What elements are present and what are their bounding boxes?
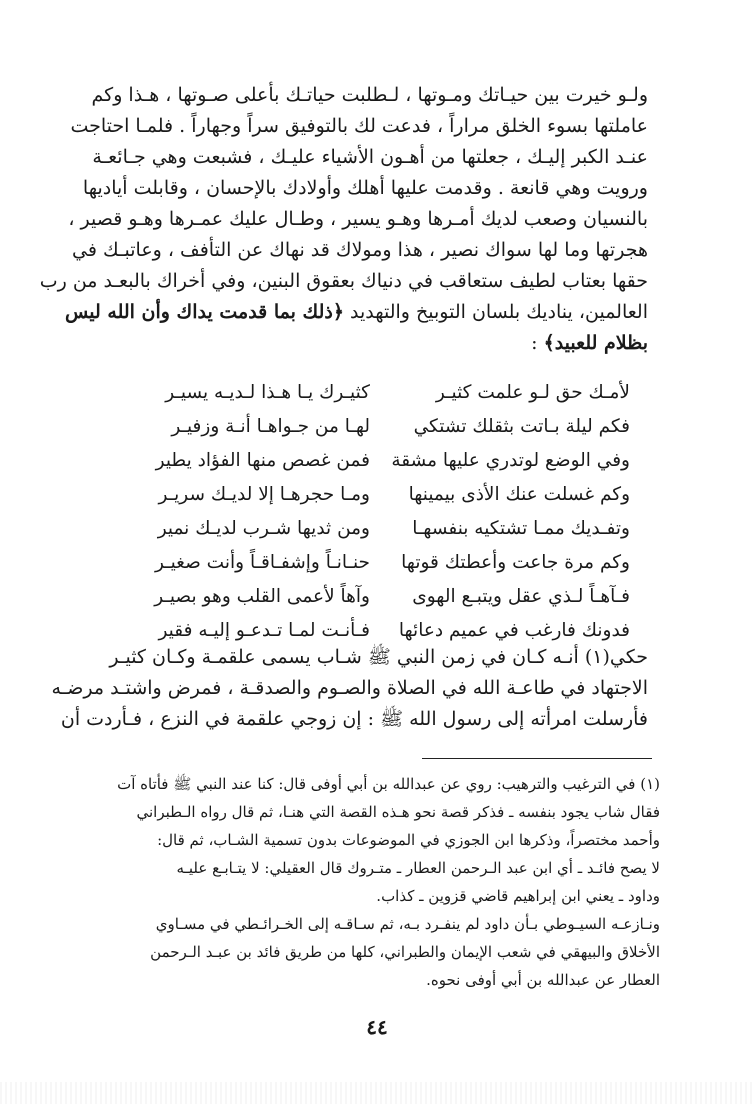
poem-second-hemistich: حنـانـاً وإشفـاقـاً وأنت صغيـر (154, 552, 370, 573)
text-line: حكي(١) أنـه كـان في زمن النبي ﷺ شـاب يسمى علقمـة وكـان كثيـر (109, 646, 648, 668)
poem-first-hemistich: وكم غسلت عنك الأذى بيمينها (408, 484, 630, 505)
poem-second-hemistich: كثيـرك يـا هـذا لـديـه يسيـر (165, 382, 370, 403)
poem-second-hemistich: ومـا حجرهـا إلا لديـك سريـر (158, 484, 370, 505)
footnote-line: ونـازعـه السيـوطي بـأن داود لم ينفـرد بـه، ثم سـاقـه إلى الخـرائـطي في مسـاوي (155, 915, 660, 933)
poem-verse (134, 478, 630, 512)
footnote-line: وداود ـ يعني ابن إبراهيم قاضي قزوين ـ كذاب. (376, 887, 660, 905)
footnote-line: العطار عن عبدالله بن أبي أوفى نحوه. (426, 971, 660, 989)
colon: : (531, 332, 538, 354)
footnote-line: لا يصح فائـد ـ أي ابن عبد الـرحمن العطار ـ متـروك قال العقيلي: لا يتـابـع عليـه (176, 859, 660, 877)
poem-second-hemistich: فـأنـت لمـا تـدعـو إليـه فقير (158, 620, 370, 641)
poem-first-hemistich: فـآهـاً لـذي عقل ويتبـع الهوى (412, 586, 630, 607)
main-paragraph (39, 80, 648, 359)
text-line: حقها بعتاب لطيف ستعاقب في دنياك بعقوق البنين، وفي أخراك بالبعـد من رب (39, 270, 648, 292)
quran-verse-end: بظلام للعبيد﴾ (543, 332, 648, 354)
quran-verse: ﴿ذلك بما قدمت يداك وأن الله ليس (65, 301, 344, 323)
text-line: بالنسيان وصعب لديك أمـرها وهـو يسير ، وطـال عليك عمـرها وهـو قصير ، (68, 208, 648, 230)
poem-first-hemistich: فدونك فارغب في عميم دعائها (398, 620, 630, 641)
poem-first-hemistich: وكم مرة جاعت وأعطتك قوتها (401, 552, 630, 573)
poem-verse (134, 546, 630, 580)
poem-second-hemistich: لهـا من جـواهـا أنـة وزفيـر (171, 416, 370, 437)
text-line: الاجتهاد في طاعـة الله في الصلاة والصـوم والصدقـة ، فمرض واشتـد مرضـه (51, 677, 648, 699)
footnote-line: فقال شاب يجود بنفسه ـ فذكر قصة نحو هـذه القصة التي هنـا، ثم قال رواه الـطبراني (136, 803, 660, 821)
poem-verse (134, 444, 630, 478)
poem-first-hemistich: فكم ليلة بـاتت بثقلك تشتكي (413, 416, 630, 437)
poem-second-hemistich: ومن ثديها شـرب لديـك نمير (157, 518, 370, 539)
page-number: ٤٤ (366, 1015, 388, 1039)
text-line: فأرسلت امرأته إلى رسول الله ﷺ : إن زوجي علقمة في النزع ، فـأردت أن (60, 708, 648, 730)
poem-first-hemistich: وفي الوضع لوتدري عليها مشقة (391, 450, 630, 471)
poem-second-hemistich: وآهاً لأعمى القلب وهو بصيـر (154, 586, 370, 607)
story-paragraph (51, 642, 648, 735)
poem-verse (134, 376, 630, 410)
poem (134, 376, 630, 648)
verse-end-line (100, 328, 648, 359)
footnotes (100, 770, 660, 994)
poem-second-hemistich: فمن غصص منها الفؤاد يطير (155, 450, 370, 471)
text-line: هجرتها وما لها سواك نصير ، هذا ومولاك قد نهاك عن التأفف ، وعاتبـك في (71, 239, 648, 261)
poem-first-hemistich: لأمـك حق لـو علمت كثيـر (435, 382, 630, 403)
scan-noise (0, 1082, 754, 1104)
text-line-with-verse (65, 297, 648, 328)
poem-verse (134, 580, 630, 614)
footnote-line: وأحمد مختصراً، وذكرها ابن الجوزي في الموضوعات بدون تسمية الشـاب، ثم قال: (157, 831, 660, 849)
text-line: ولـو خيرت بين حيـاتك ومـوتها ، لـطلبت حياتـك بأعلى صـوتها ، هـذا وكم (91, 84, 648, 106)
poem-verse (134, 512, 630, 546)
footnote-line: الأخلاق والبيهقي في شعب الإيمان والطبراني، كلها من طريق فائد بن عبـد الـرحمن (150, 943, 660, 961)
poem-verse (134, 410, 630, 444)
poem-first-hemistich: وتفـديك ممـا تشتكيه بنفسهـا (412, 518, 630, 539)
text-line: ورويت وهي قانعة . وقدمت عليها أهلك وأولادك بالإحسان ، وقابلت أياديها (82, 177, 648, 199)
footnote-divider (422, 758, 652, 759)
footnote-line: (١) في الترغيب والترهيب: روي عن عبدالله بن أبي أوفى قال: كنا عند النبي ﷺ فأتاه آت (117, 775, 660, 793)
text-segment: العالمين، يناديك بلسان التوبيخ والتهديد (350, 301, 648, 323)
text-line: عاملتها بسوء الخلق مراراً ، فدعت لك بالتوفيق سراً وجهاراً . فلمـا احتاجت (70, 115, 648, 137)
text-line: عنـد الكبر إليـك ، جعلتها من أهـون الأشياء عليـك ، فشبعت وهي جـائعـة (92, 146, 648, 168)
